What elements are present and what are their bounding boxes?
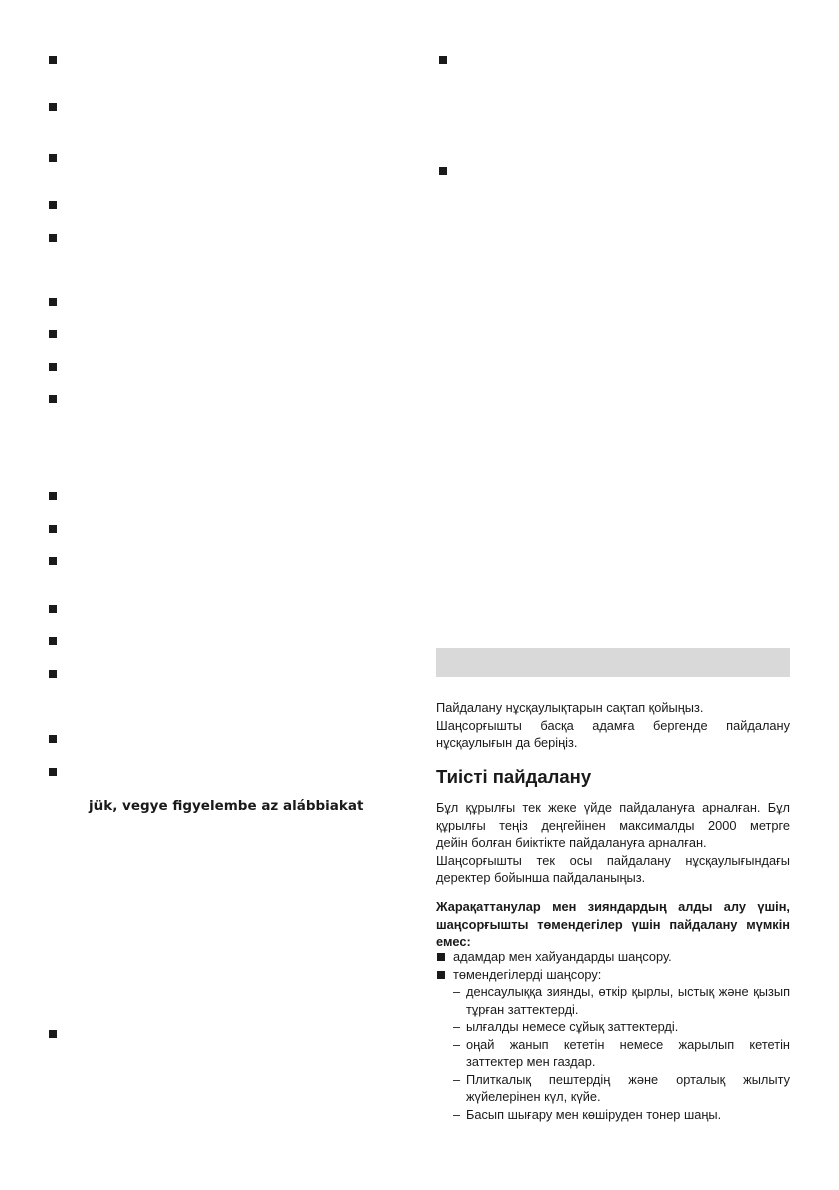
section-bar (436, 648, 790, 677)
list-item-text: төмендегілерді шаңсору: (453, 966, 602, 982)
bullet-icon (439, 167, 447, 175)
list-item (436, 966, 790, 984)
bullet-icon (49, 637, 57, 645)
sub-item-text: жүйелерінен күл, күйе. (466, 1089, 601, 1104)
dash-icon: – (453, 1071, 461, 1087)
list-item-text: адамдар мен хайуандарды шаңсору. (453, 949, 672, 964)
warning-paragraph (436, 898, 790, 951)
bullet-icon (49, 363, 57, 371)
sub-item-text: ылғалды немесе сұйық заттектерді. (466, 1019, 679, 1034)
sub-list-item (436, 1106, 790, 1124)
sub-list-item (436, 1071, 790, 1106)
bullet-icon (49, 103, 57, 111)
bullet-icon (439, 56, 447, 64)
sub-item-text: денсаулыққа зиянды, өткір қырлы, ыстық және қызып (466, 984, 790, 999)
section-heading: Тиісті пайдалану (436, 766, 592, 787)
usage-paragraph (436, 799, 790, 887)
usage-line: Шаңсорғышты тек осы пайдалану нұсқаулығындағы (436, 852, 790, 868)
warning-line: шаңсорғышты төмендегілер үшін пайдалану мүмкін (436, 916, 790, 932)
intro-paragraph (436, 699, 790, 752)
sub-item-text: Плиткалық пештердің және орталық жылыту (466, 1071, 790, 1087)
list-item (436, 948, 790, 966)
sub-list-item (436, 1018, 790, 1036)
bullet-icon (49, 154, 57, 162)
bullet-icon (49, 605, 57, 613)
sub-item-text: оңай жанып кететін немесе жарылып кететін (466, 1036, 790, 1052)
warning-line: Жарақаттанулар мен зияндардың алды алу үшін, (436, 899, 790, 914)
dash-icon: – (453, 984, 461, 999)
usage-line: дейін болған биіктікте пайдалануға арналған. (436, 835, 707, 850)
bullet-icon (49, 768, 57, 776)
dash-icon: – (453, 1019, 461, 1034)
usage-line: құрылғы теңіз деңгейінен максималды 2000 метрге (436, 817, 790, 833)
usage-line: Бұл құрылғы тек жеке үйде пайдалануға арналған. Бұл (436, 800, 790, 815)
bullet-icon (49, 670, 57, 678)
sub-list-item (436, 1036, 790, 1071)
bullet-icon (49, 525, 57, 533)
dash-icon: – (453, 1106, 461, 1122)
sub-item-text: заттектер мен газдар. (466, 1054, 596, 1069)
bullet-icon (49, 395, 57, 403)
bullet-icon (49, 492, 57, 500)
intro-line: Пайдалану нұсқаулықтарын сақтап қойыңыз. (436, 700, 704, 715)
bullet-icon (437, 971, 445, 979)
intro-line: Шаңсорғышты басқа адамға бергенде пайдалану (436, 717, 790, 733)
usage-line: деректер бойынша пайдаланыңыз. (436, 870, 646, 885)
bullet-icon (49, 298, 57, 306)
bullet-icon (49, 56, 57, 64)
intro-line: нұсқаулығын да беріңіз. (436, 735, 578, 750)
bullet-icon (49, 735, 57, 743)
stray-text: jük, vegye figyelembe az alábbiakat (89, 798, 364, 814)
bullet-icon (437, 953, 445, 961)
sub-list-item (436, 983, 790, 1018)
dash-icon: – (453, 1036, 461, 1052)
sub-item-text: Басып шығару мен көшіруден тонер шаңы. (466, 1106, 722, 1122)
bullet-icon (49, 330, 57, 338)
bullet-icon (49, 234, 57, 242)
bullet-icon (49, 557, 57, 565)
sub-item-text: тұрған заттектерді. (466, 1001, 579, 1017)
bullet-icon (49, 1030, 57, 1038)
warning-line: емес: (436, 934, 471, 949)
restriction-list (436, 948, 790, 1123)
bullet-icon (49, 201, 57, 209)
